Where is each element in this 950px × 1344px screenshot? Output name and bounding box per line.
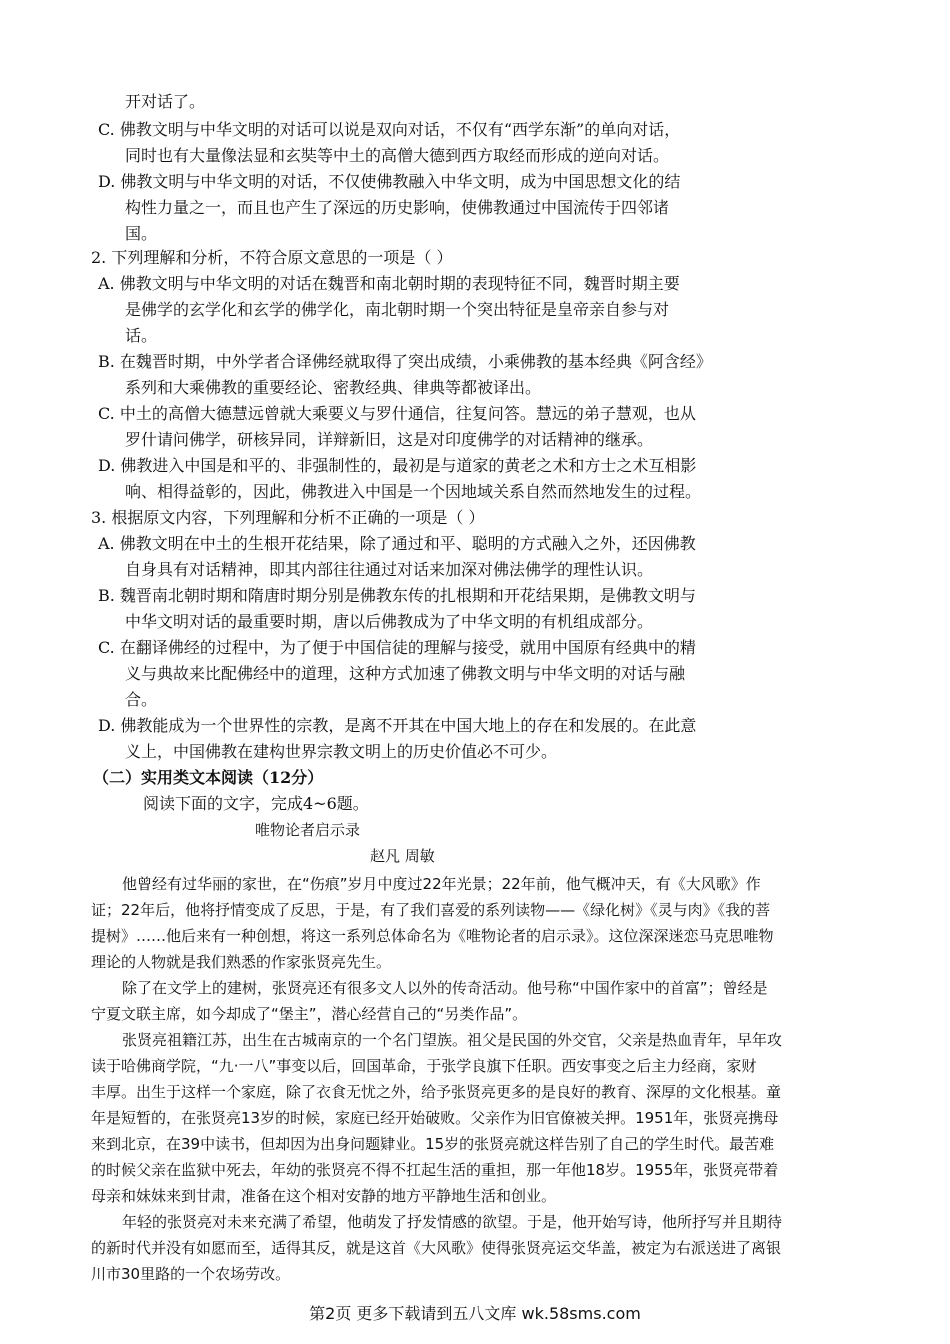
q2-option-c: C. 中土的高僧大德慧远曾就大乘要义与罗什通信，往复问答。慧远的弟子慧观，也从 — [98, 404, 696, 423]
section-instruction: 阅读下面的文字，完成4~6题。 — [143, 794, 369, 813]
page-footer: 第2页 更多下载请到五八文库 wk.58sms.com — [309, 1304, 641, 1323]
q2-option-d: D. 佛教进入中国是和平的、非强制性的，最初是与道家的黄老之术和方士之术互相影 — [98, 456, 697, 475]
q2-stem: 2. 下列理解和分析，不符合原文意思的一项是（ ） — [91, 248, 453, 267]
article-line: 他曾经有过华丽的家世，在“伤痕”岁月中度过22年光景；22年前，他气概冲天，有《大风歌》作 — [122, 875, 761, 893]
q1-option-d: D. 佛教文明与中华文明的对话，不仅使佛教融入中华文明，成为中国思想文化的结 — [98, 172, 681, 191]
q3-text-line: 合。 — [125, 690, 158, 709]
q3-option-b: B. 魏晋南北朝时期和隋唐时期分别是佛教东传的扎根期和开花结果期，是佛教文明与 — [98, 586, 696, 605]
q3-text-line: 自身具有对话精神，即其内部往往通过对话来加深对佛法佛学的理性认识。 — [125, 560, 654, 579]
q3-text-line: 义与典故来比配佛经中的道理，这种方式加速了佛教文明与中华文明的对话与融 — [125, 664, 686, 683]
article-line: 母亲和妹妹来到甘肃，准备在这个相对安静的地方平静地生活和创业。 — [91, 1187, 557, 1205]
q3-stem: 3. 根据原文内容，下列理解和分析不正确的一项是（ ） — [91, 508, 485, 527]
article-line: 的新时代并没有如愿而至，适得其反，就是这首《大风歌》使得张贤亮运交华盖，被定为右派送进了离银 — [91, 1239, 782, 1257]
article-line: 提树》……他后来有一种创想，将这一系列总体命名为《唯物论者的启示录》。这位深深迷恋马克思唯物 — [91, 927, 774, 945]
q1-option-c: C. 佛教文明与中华文明的对话可以说是双向对话，不仅有“西学东渐”的单向对话， — [98, 120, 681, 139]
q2-text-line: 话。 — [125, 326, 158, 345]
q1-text-line: 同时也有大量像法显和玄奘等中土的高僧大德到西方取经而形成的逆向对话。 — [125, 146, 670, 165]
q3-option-a: A. 佛教文明在中土的生根开花结果，除了通过和平、聪明的方式融入之外，还因佛教 — [98, 534, 696, 553]
article-title: 唯物论者启示录 — [255, 821, 361, 839]
article-line: 年是短暂的，在张贤亮13岁的时候，家庭已经开始破败。父亲作为旧官僚被关押。1951年，张贤亮携母 — [91, 1109, 779, 1127]
article-line: 读于哈佛商学院，“九·一八”事变以后，回国革命，于张学良旗下任职。西安事变之后主力经商，家财 — [91, 1057, 757, 1075]
q3-option-c: C. 在翻译佛经的过程中，为了便于中国信徒的理解与接受，就用中国原有经典中的精 — [98, 638, 696, 657]
q2-text-line: 系列和大乘佛教的重要经论、密教经典、律典等都被译出。 — [125, 378, 542, 397]
q1-text-line: 国。 — [125, 224, 158, 243]
q2-text-line: 罗什请问佛学，研核异同，详辩新旧，这是对印度佛学的对话精神的继承。 — [125, 430, 654, 449]
article-line: 年轻的张贤亮对未来充满了希望，他萌发了抒发情感的欲望。于是，他开始写诗，他所抒写并且期待 — [122, 1213, 783, 1231]
q1-text-line: 开对话了。 — [125, 92, 206, 111]
q3-text-line: 中华文明对话的最重要时期，唐以后佛教成为了中华文明的有机组成部分。 — [125, 612, 654, 631]
q2-option-a: A. 佛教文明与中华文明的对话在魏晋和南北朝时期的表现特征不同，魏晋时期主要 — [98, 274, 680, 293]
article-line: 川市30里路的一个农场劳改。 — [91, 1265, 291, 1283]
article-line: 证；22年后，他将抒情变成了反思，于是，有了我们喜爱的系列读物——《绿化树》《灵与肉》《我的菩 — [91, 901, 771, 919]
q2-text-line: 是佛学的玄学化和玄学的佛学化，南北朝时期一个突出特征是皇帝亲自参与对 — [125, 300, 670, 319]
article-line: 丰厚。出生于这样一个家庭，除了衣食无忧之外，给予张贤亮更多的是良好的教育、深厚的文化根基。童 — [91, 1083, 782, 1101]
article-line: 的时候父亲在监狱中死去，年幼的张贤亮不得不扛起生活的重担，那一年他18岁。1955年，张贤亮带着 — [91, 1161, 779, 1179]
q3-option-d: D. 佛教能成为一个世界性的宗教，是离不开其在中国大地上的存在和发展的。在此意 — [98, 716, 697, 735]
q2-option-b: B. 在魏晋时期，中外学者合译佛经就取得了突出成绩，小乘佛教的基本经典《阿含经》 — [98, 352, 712, 371]
q3-text-line: 义上，中国佛教在建构世界宗教文明上的历史价值必不可少。 — [125, 742, 558, 761]
article-line: 来到北京，在39中读书，但却因为出身问题肄业。15岁的张贤亮就这样告别了自己的学生时代。最苦难 — [91, 1135, 775, 1153]
q1-text-line: 构性力量之一，而且也产生了深远的历史影响，使佛教通过中国流传于四邻诸 — [125, 198, 670, 217]
article-authors: 赵凡 周敏 — [370, 847, 435, 865]
article-line: 宁夏文联主席，如今却成了“堡主”，潜心经营自己的“另类作品”。 — [91, 1005, 528, 1023]
article-line: 除了在文学上的建树，张贤亮还有很多文人以外的传奇活动。他号称“中国作家中的首富”；曾经是 — [122, 979, 768, 997]
q2-text-line: 响、相得益彰的，因此，佛教进入中国是一个因地域关系自然而然地发生的过程。 — [125, 482, 702, 501]
section-heading: （二）实用类文本阅读（12分） — [93, 768, 324, 787]
article-line: 理论的人物就是我们熟悉的作家张贤亮先生。 — [91, 953, 392, 971]
article-line: 张贤亮祖籍江苏，出生在古城南京的一个名门望族。祖父是民国的外交官，父亲是热血青年，早年攻 — [122, 1031, 783, 1049]
